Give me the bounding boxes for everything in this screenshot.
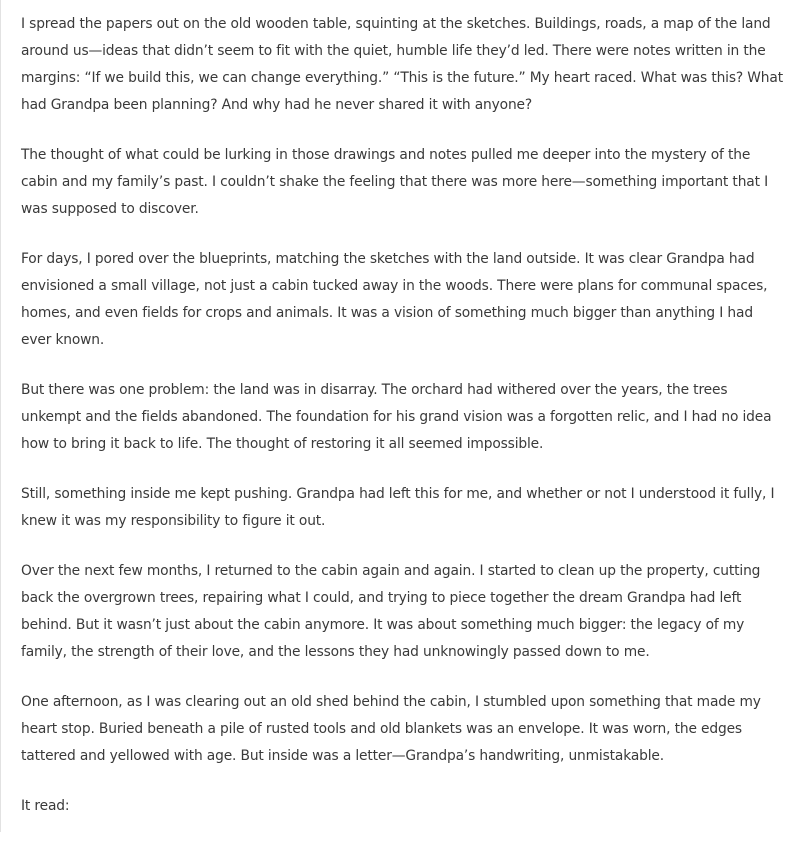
- paragraph: But there was one problem: the land was in disarray. The orchard had withered over the years, the trees unkempt and the fields abandoned. The foundation for his grand vision was a forgotten relic, and I had no idea how to bring it back to life. The thought of restoring it all seemed impossible.: [21, 382, 772, 452]
- article-body: [21, 11, 787, 843]
- paragraph: The thought of what could be lurking in those drawings and notes pulled me deeper into the mystery of the cabin and my family’s past. I couldn’t shake the feeling that there was more here—something important that I was supposed to discover.: [21, 147, 769, 217]
- paragraph: Over the next few months, I returned to the cabin again and again. I started to clean up the property, cutting back the overgrown trees, repairing what I could, and trying to piece together the dream Grandpa had left behind. But it wasn’t just about the cabin anymore. It was about something much bigger: the legacy of my family, the strength of their love, and the lessons they had unknowingly passed down to me.: [21, 563, 761, 660]
- paragraph: I spread the papers out on the old wooden table, squinting at the sketches. Buildings, roads, a map of the land around us—ideas that didn’t seem to fit with the quiet, humble life they’d led. There were notes written in the margins: “If we build this, we can change everything.” “This is the future.” My heart raced. What was this? What had Grandpa been planning? And why had he never shared it with anyone?: [21, 16, 783, 113]
- left-border: [0, 0, 1, 832]
- paragraph: One afternoon, as I was clearing out an old shed behind the cabin, I stumbled upon something that made my heart stop. Buried beneath a pile of rusted tools and old blankets was an envelope. It was worn, the edges tattered and yellowed with age. But inside was a letter—Grandpa’s handwriting, unmistakable.: [21, 694, 761, 764]
- paragraph: Still, something inside me kept pushing. Grandpa had left this for me, and whether or not I understood it fully, I knew it was my responsibility to figure it out.: [21, 486, 775, 529]
- paragraph: It read:: [21, 798, 70, 814]
- paragraph: For days, I pored over the blueprints, matching the sketches with the land outside. It was clear Grandpa had envisioned a small village, not just a cabin tucked away in the woods. There were plans for communal spaces, homes, and even fields for crops and animals. It was a vision of something much bigger than anything I had ever known.: [21, 251, 768, 348]
